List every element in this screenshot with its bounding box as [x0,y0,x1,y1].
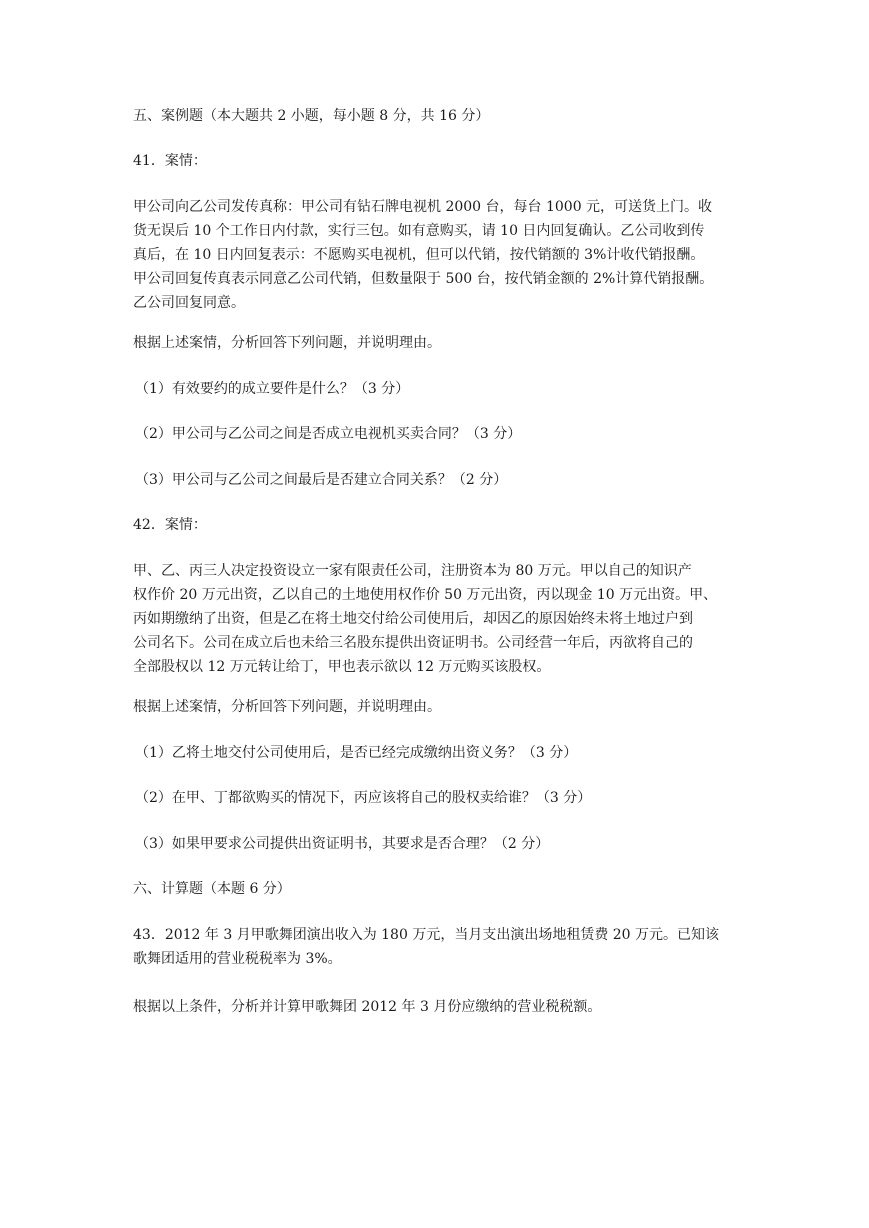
q41-label: 41．案情： [133,153,207,169]
q41-case-line: 货无误后 10 个工作日内付款，实行三包。如有意购买，请 10 日内回复确认。乙公司收到传 [133,223,705,239]
q42-case-line: 权作价 20 万元出资，乙以自己的土地使用权作价 50 万元出资，丙以现金 10 万元出资。甲、 [133,587,718,603]
q43-text [133,923,745,971]
q41-case-text [133,195,745,315]
q43-instruction: 根据以上条件，分析并计算甲歌舞团 2012 年 3 月份应缴纳的营业税税额。 [133,999,602,1015]
section-six-title: 六、计算题（本题 6 分） [133,881,291,897]
section-five-title: 五、案例题（本大题共 2 小题，每小题 8 分，共 16 分） [133,108,490,124]
q42-label: 42．案情： [133,517,207,533]
q41-question-2: （2）甲公司与乙公司之间是否成立电视机买卖合同？（3 分） [135,426,522,442]
q41-question-1: （1）有效要约的成立要件是什么？（3 分） [135,381,410,397]
q43-line: 歌舞团适用的营业税税率为 3%。 [133,951,342,967]
q41-question-3: （3）甲公司与乙公司之间最后是否建立合同关系？（2 分） [135,472,508,488]
q42-case-line: 甲、乙、丙三人决定投资设立一家有限责任公司，注册资本为 80 万元。甲以自己的知识产 [133,563,692,579]
q41-case-line: 乙公司回复同意。 [133,295,245,311]
q42-case-line: 丙如期缴纳了出资，但是乙在将土地交付给公司使用后，却因乙的原因始终未将土地过户到 [133,611,693,627]
q42-question-1: （1）乙将土地交付公司使用后，是否已经完成缴纳出资义务？（3 分） [135,745,578,761]
q42-case-text [133,559,745,679]
q42-instruction: 根据上述案情，分析回答下列问题，并说明理由。 [133,699,441,715]
q42-case-line: 公司名下。公司在成立后也未给三名股东提供出资证明书。公司经营一年后，丙欲将自己的 [133,635,693,651]
q42-question-3: （3）如果甲要求公司提供出资证明书，其要求是否合理？（2 分） [135,836,550,852]
q41-case-line: 甲公司向乙公司发传真称：甲公司有钻石牌电视机 2000 台，每台 1000 元，可送货上门。收 [133,199,713,215]
q41-case-line: 真后，在 10 日内回复表示：不愿购买电视机，但可以代销，按代销额的 3%计收代销报酬。 [133,247,705,263]
q42-case-line: 全部股权以 12 万元转让给丁，甲也表示欲以 12 万元购买该股权。 [133,659,551,675]
q43-line: 43．2012 年 3 月甲歌舞团演出收入为 180 万元，当月支出演出场地租赁费 20 万元。已知该 [133,927,720,943]
q42-question-2: （2）在甲、丁都欲购买的情况下，丙应该将自己的股权卖给谁？（3 分） [135,790,592,806]
q41-case-line: 甲公司回复传真表示同意乙公司代销，但数量限于 500 台，按代销金额的 2%计算代销报酬。 [133,271,714,287]
q41-instruction: 根据上述案情，分析回答下列问题，并说明理由。 [133,335,441,351]
